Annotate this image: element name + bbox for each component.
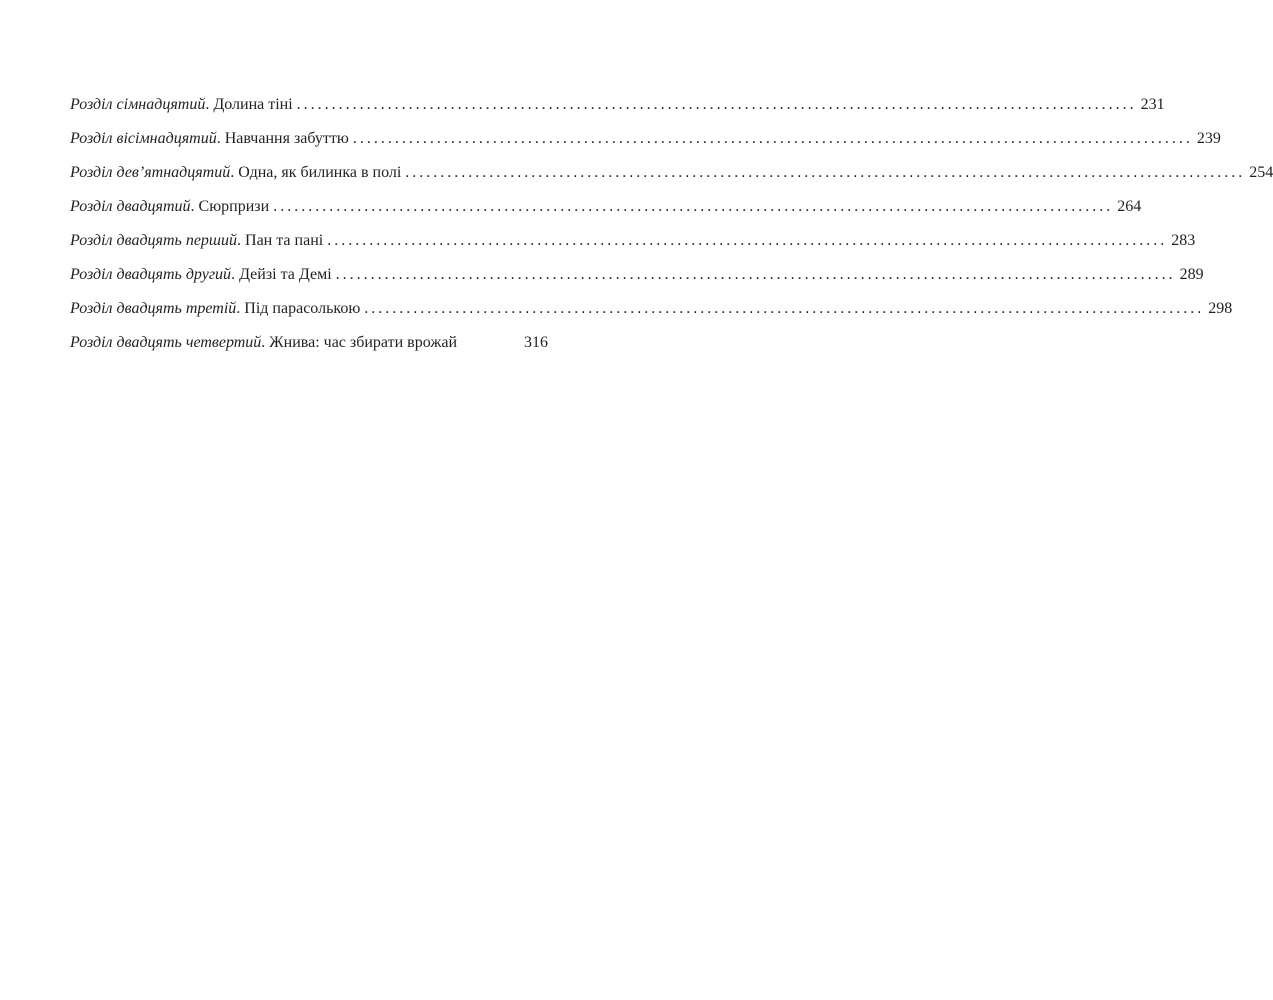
dot-leader: ........................................................................................................................: [405, 164, 1246, 181]
toc-entry: [70, 231, 1196, 265]
toc-entry: [70, 95, 1165, 129]
dot-leader: ........................................................................................................................: [364, 300, 1205, 317]
dot-leader: ........................................................................................................................: [335, 266, 1176, 283]
chapter-title: Долина тіні: [213, 96, 293, 113]
chapter-title: Сюрпризи: [198, 198, 270, 215]
page-number: 283: [1171, 232, 1196, 249]
chapter-label: Розділ двадцять другий: [70, 266, 232, 283]
chapter-title: Під парасолькою: [244, 300, 361, 317]
page-number: 254: [1249, 164, 1273, 181]
separator: .: [261, 334, 266, 351]
toc-entry: [70, 163, 1273, 197]
page-number: 239: [1196, 130, 1221, 147]
toc-entry: [70, 129, 1221, 163]
dot-leader: ........................................................................................................................: [296, 96, 1137, 113]
dot-leader: ........................................................................................................................: [352, 130, 1193, 147]
table-of-contents: [70, 95, 1273, 367]
page-number: 289: [1179, 266, 1204, 283]
chapter-label: Розділ дев’ятнадцятий: [70, 164, 231, 181]
dot-leader: ........................................................................................................................: [327, 232, 1168, 249]
chapter-label: Розділ двадцять перший: [70, 232, 238, 249]
separator: .: [205, 96, 210, 113]
dot-leader: ........................................................................................................................: [273, 198, 1114, 215]
separator: .: [231, 266, 236, 283]
toc-entry: [70, 197, 1142, 231]
page-number: 316: [524, 334, 548, 351]
chapter-label: Розділ двадцять четвертий: [70, 334, 262, 351]
toc-entry: [70, 333, 548, 367]
toc-entry: [70, 299, 1233, 333]
chapter-title: Жнива: час збирати врожай: [269, 334, 458, 351]
separator: .: [190, 198, 195, 215]
separator: .: [230, 164, 235, 181]
separator: .: [216, 130, 221, 147]
chapter-title: Пан та пані: [245, 232, 324, 249]
page-number: 264: [1117, 198, 1142, 215]
page-number: 298: [1208, 300, 1233, 317]
chapter-label: Розділ вісімнадцятий: [70, 130, 217, 147]
chapter-label: Розділ сімнадцятий: [70, 96, 206, 113]
toc-entry: [70, 265, 1204, 299]
separator: .: [237, 232, 242, 249]
chapter-title: Дейзі та Демі: [239, 266, 332, 283]
chapter-label: Розділ двадцятий: [70, 198, 191, 215]
chapter-title: Навчання забуттю: [224, 130, 349, 147]
chapter-label: Розділ двадцять третій: [70, 300, 237, 317]
page-number: 231: [1140, 96, 1165, 113]
chapter-title: Одна, як билинка в полі: [238, 164, 402, 181]
separator: .: [236, 300, 241, 317]
